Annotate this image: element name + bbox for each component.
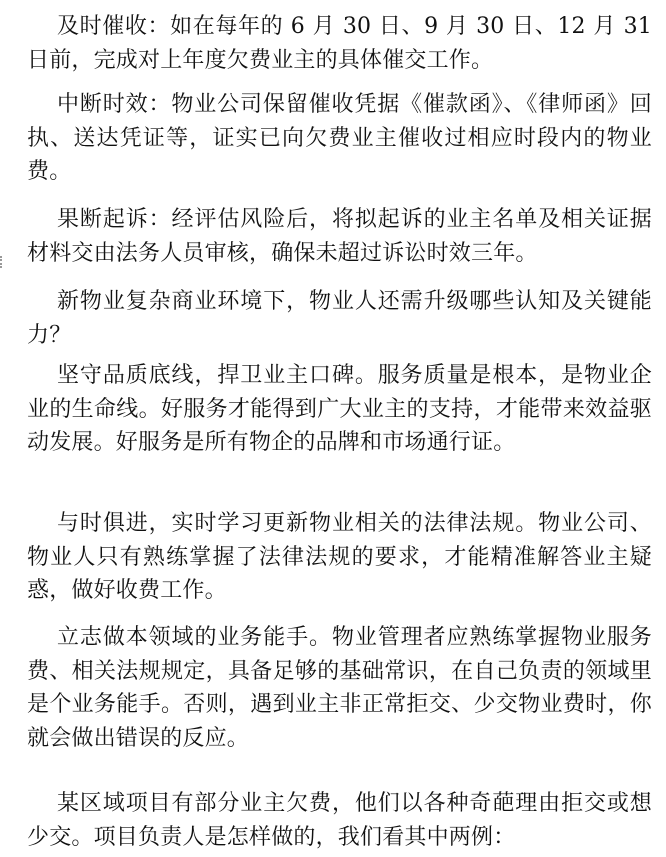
margin-mark: [0, 256, 5, 268]
paragraph-project-example: 某区域项目有部分业主欠费，他们以各种奇葩理由拒交或想少交。项目负责人是怎样做的，我们看其中两例：: [27, 791, 652, 850]
paragraph-quality-baseline: 坚守品质底线，捍卫业主口碑。服务质量是根本，是物业企业的生命线。好服务才能得到广大业主的支持，才能带来效益驱动发展。好服务是所有物企的品牌和市场通行证。: [27, 363, 652, 455]
paragraph-interrupt-limitation: 中断时效：物业公司保留催收凭据《催款函》、《律师函》回执、送达凭证等，证实已向欠费业主催收过相应时段内的物业费。: [27, 92, 652, 184]
paragraph-business-expert: 立志做本领域的业务能手。物业管理者应熟练掌握物业服务费、相关法规规定，具备足够的基础常识，在自己负责的领域里是个业务能手。否则，遇到业主非正常拒交、少交物业费时，你就会做出错误的反应。: [27, 625, 652, 751]
paragraph-decisive-lawsuit: 果断起诉：经评估风险后，将拟起诉的业主名单及相关证据材料交由法务人员审核，确保未超过诉讼时效三年。: [27, 207, 652, 266]
paragraph-keep-up-with-law: 与时俱进，实时学习更新物业相关的法律法规。物业公司、物业人只有熟练掌握了法律法规的要求，才能精准解答业主疑惑，做好收费工作。: [27, 511, 652, 603]
paragraph-question: 新物业复杂商业环境下，物业人还需升级哪些认知及关键能力？: [27, 289, 652, 348]
paragraph-timely-collection: 及时催收：如在每年的 6 月 30 日、9 月 30 日、12 月 31 日前，完成对上年度欠费业主的具体催交工作。: [27, 14, 652, 73]
